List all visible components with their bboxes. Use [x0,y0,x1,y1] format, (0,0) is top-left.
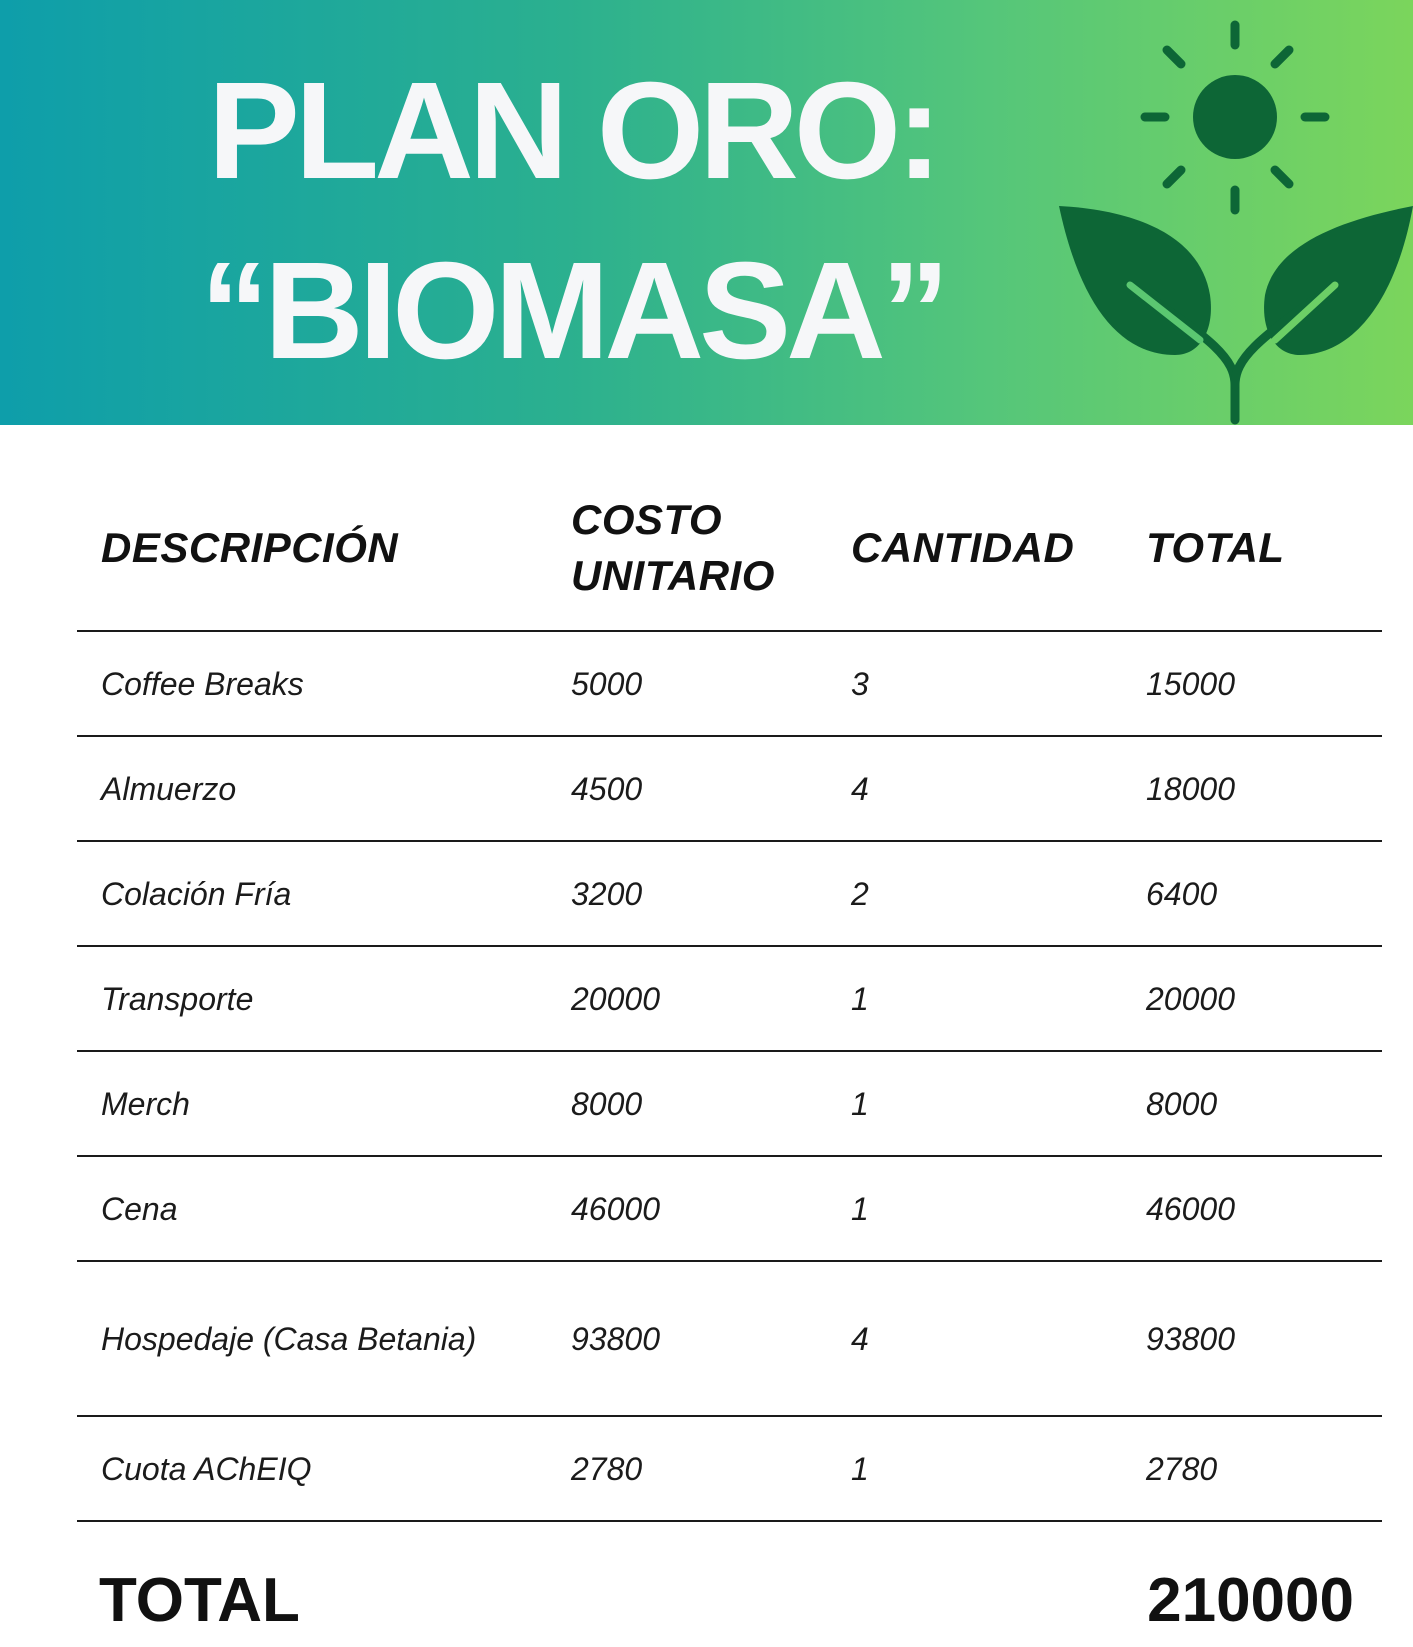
column-header-quantity: CANTIDAD [851,523,1075,571]
cell-quantity: 2 [851,875,869,912]
cell-description: Merch [101,1085,190,1122]
column-header-description: DESCRIPCIÓN [101,523,399,571]
cell-total: 93800 [1146,1320,1235,1357]
cell-quantity: 1 [851,980,869,1017]
column-header-unit-cost: COSTO UNITARIO [571,495,775,599]
page-title-line-1: PLAN ORO: [207,54,938,208]
cell-description: Hospedaje (Casa Betania) [101,1320,477,1357]
cell-quantity: 1 [851,1085,869,1122]
cell-quantity: 4 [851,1320,869,1357]
cell-unit-cost: 4500 [571,770,643,807]
cell-total: 46000 [1146,1190,1235,1227]
table-row [77,737,1382,842]
header-banner [0,0,1413,425]
table-row [77,1052,1382,1157]
table-row [77,632,1382,737]
cell-unit-cost: 20000 [571,980,660,1017]
cell-total: 18000 [1146,770,1235,807]
table-header-row [77,465,1382,632]
table-row [77,1157,1382,1262]
cell-unit-cost: 2780 [571,1450,643,1487]
cell-description: Transporte [101,980,254,1017]
cell-description: Coffee Breaks [101,665,304,702]
cell-total: 8000 [1146,1085,1218,1122]
column-header-total: TOTAL [1146,523,1285,571]
grand-total-label: TOTAL [99,1565,300,1635]
cell-quantity: 1 [851,1190,869,1227]
grand-total-value: 210000 [1147,1565,1354,1635]
cell-unit-cost: 5000 [571,665,643,702]
cell-quantity: 4 [851,770,869,807]
cell-total: 20000 [1146,980,1235,1017]
cell-description: Cuota AChEIQ [101,1450,312,1487]
table-row [77,842,1382,947]
cell-description: Cena [101,1190,178,1227]
table-row [77,1417,1382,1522]
cell-unit-cost: 46000 [571,1190,660,1227]
grand-total-row [99,1555,1354,1645]
cell-total: 2780 [1146,1450,1218,1487]
cell-quantity: 1 [851,1450,869,1487]
cell-quantity: 3 [851,665,869,702]
cell-description: Almuerzo [101,770,237,807]
budget-table [77,465,1382,1522]
table-row [77,947,1382,1052]
cell-description: Colación Fría [101,875,292,912]
cell-unit-cost: 3200 [571,875,643,912]
sun-plant-icon [1050,10,1413,425]
cell-unit-cost: 8000 [571,1085,643,1122]
cell-unit-cost: 93800 [571,1320,660,1357]
page-title-line-2: “BIOMASA” [200,234,945,388]
table-row [77,1262,1382,1417]
cell-total: 6400 [1146,875,1218,912]
cell-total: 15000 [1146,665,1235,702]
